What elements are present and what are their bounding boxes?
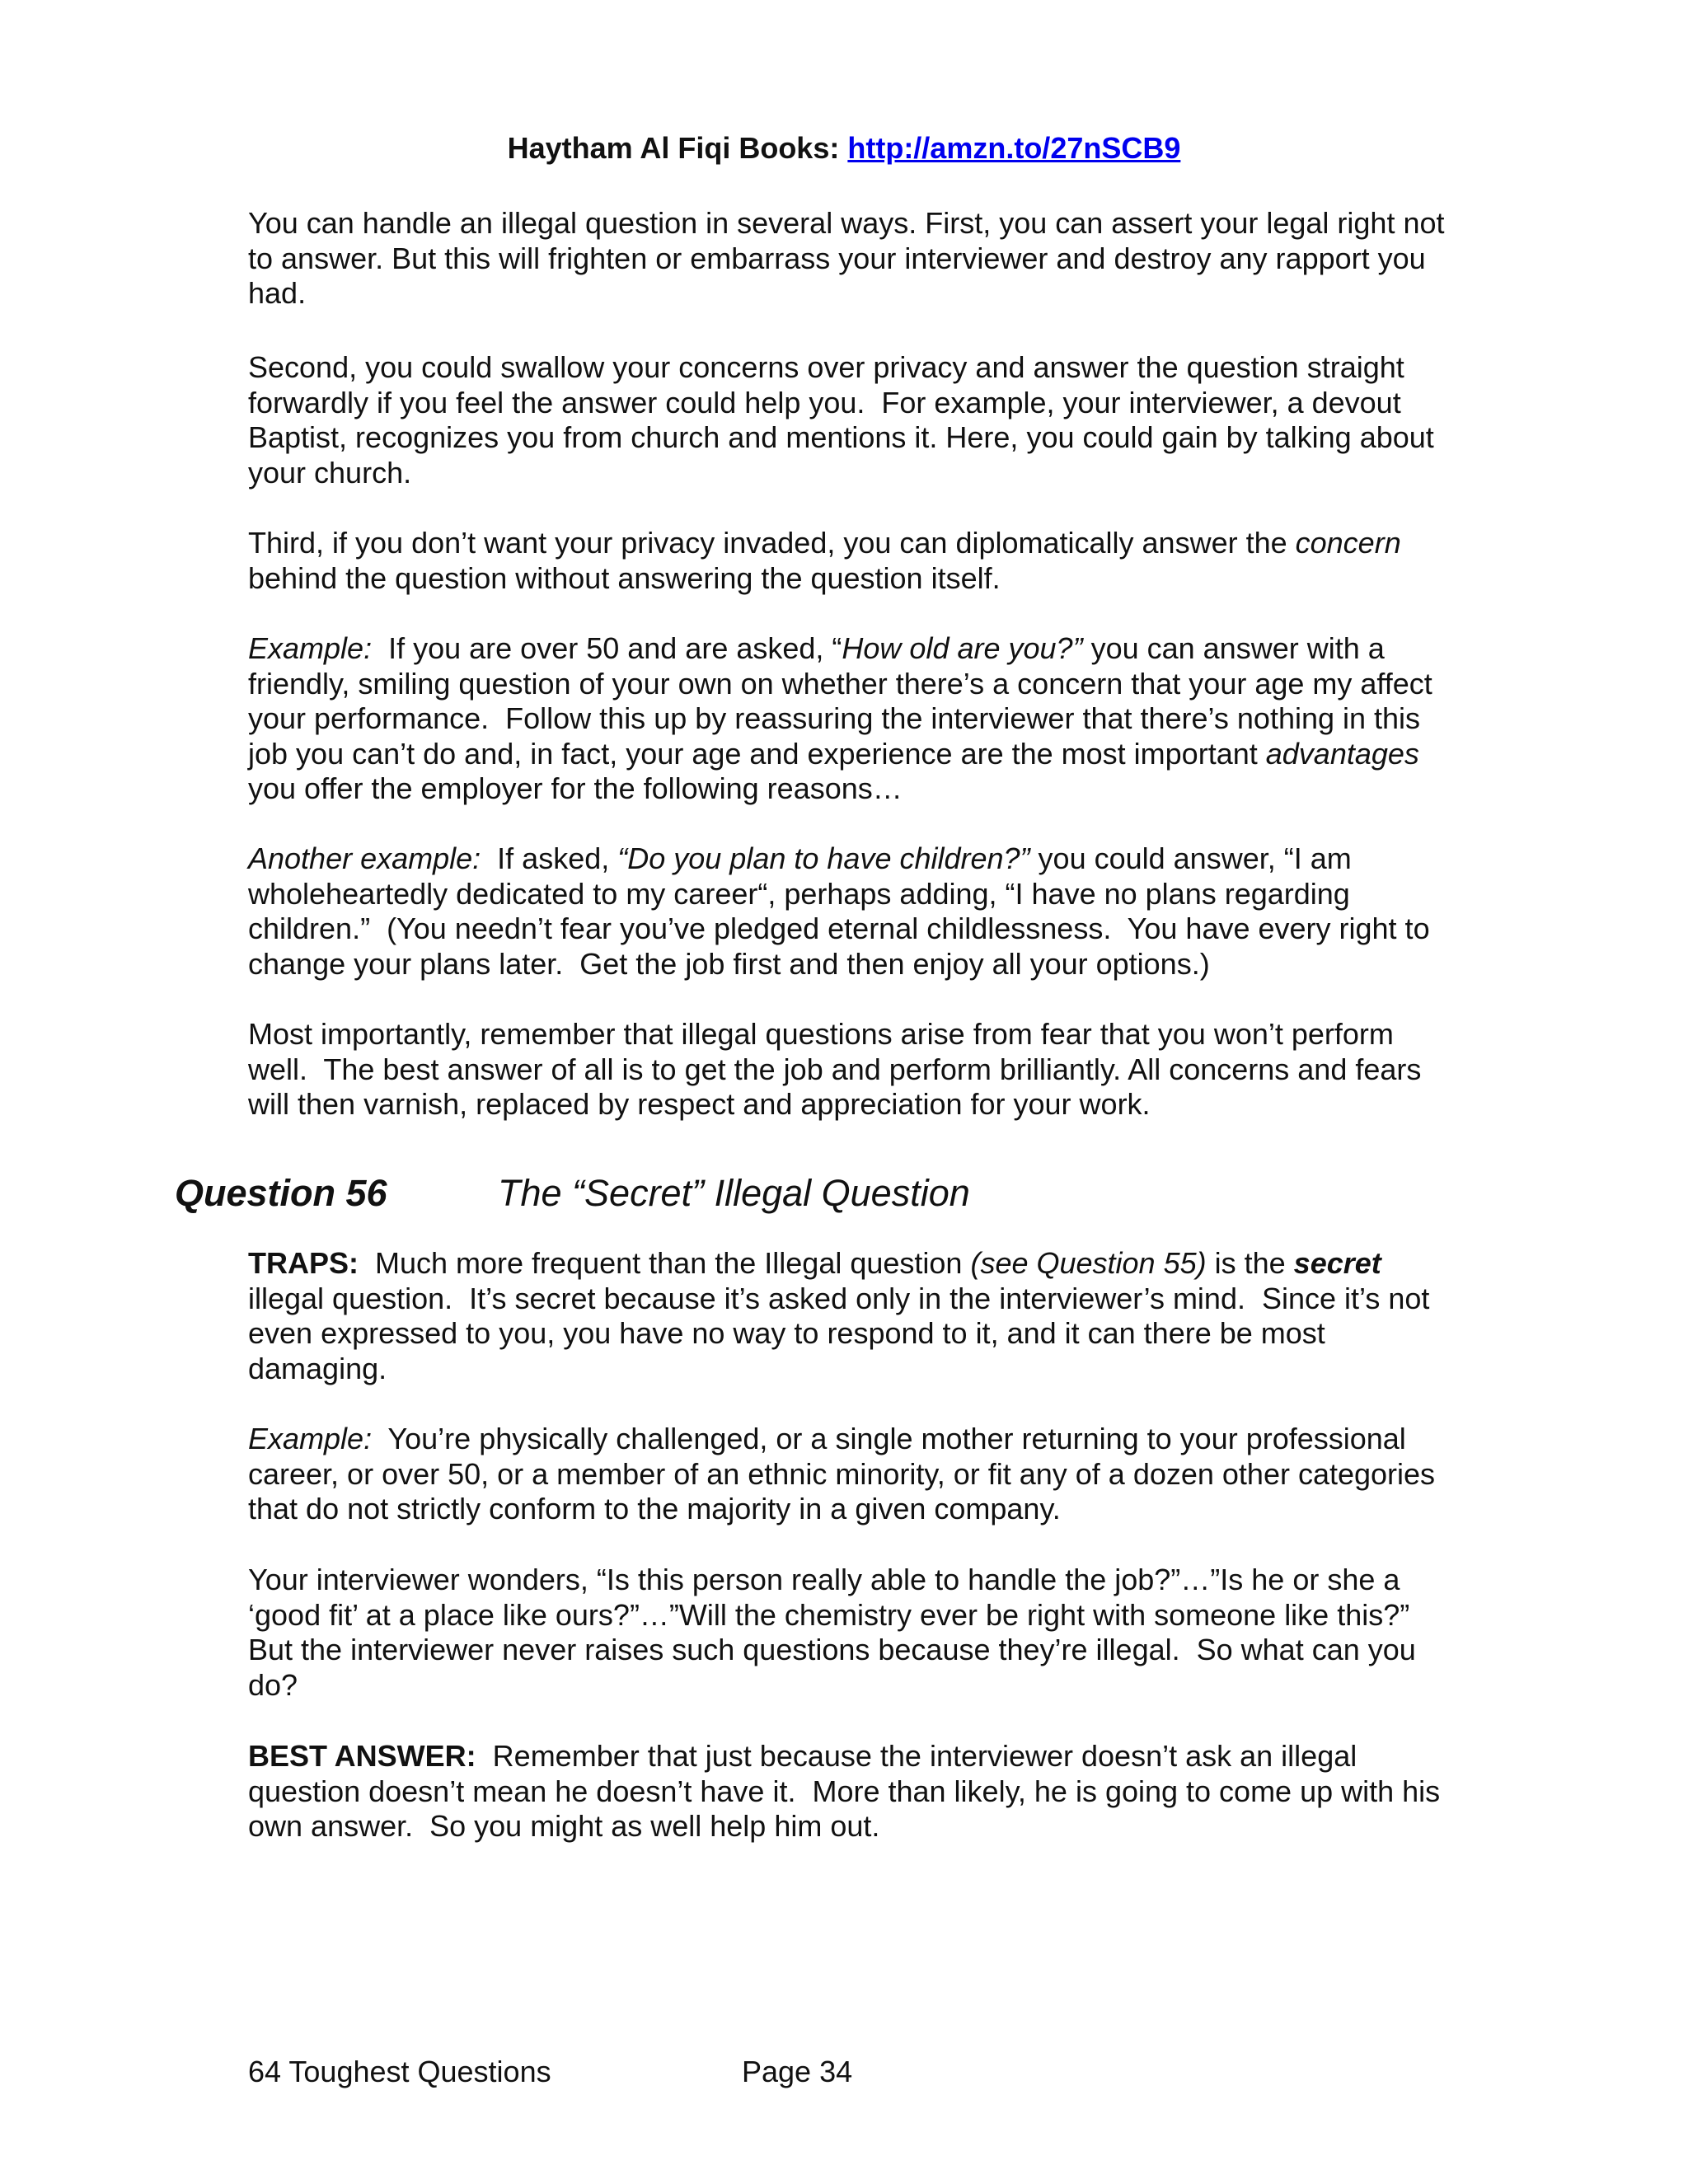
paragraph-9 — [248, 1563, 1451, 1703]
paragraph-2-text: Second, you could swallow your concerns over privacy and answer the question straight forwardly if you feel the answer could help you. For example, your interviewer, a devout Baptist, recognizes you from church and mentions it. Here, you could gain by talking about your church. — [248, 350, 1442, 490]
paragraph-1 — [248, 206, 1451, 312]
another-example-quote: “Do you plan to have children?” — [617, 841, 1030, 875]
question-number: Question 56 — [175, 1172, 387, 1214]
example-age-em: advantages — [1265, 736, 1419, 771]
traps-em: secret — [1293, 1246, 1381, 1280]
paragraph-9-text: Your interviewer wonders, “Is this person really able to handle the job?”…”Is he or she a ‘good fit’ at a place like ours?”…”Will the chemistry ever be right with someone like this?” But the interviewer never raises such questions because they’re illegal. So what can you do? — [248, 1563, 1424, 1702]
example-label: Example: — [248, 631, 373, 665]
another-example-a: If asked, — [481, 841, 618, 875]
question-title: The “Secret” Illegal Question — [498, 1172, 970, 1214]
paragraph-best-answer — [248, 1739, 1451, 1844]
another-example-label: Another example: — [248, 841, 481, 875]
header-label: Haytham Al Fiqi Books: — [507, 131, 840, 165]
paragraph-example-2 — [248, 1422, 1451, 1527]
paragraph-another-example — [248, 841, 1451, 982]
paragraph-3-a: Third, if you don’t want your privacy invaded, you can diplomatically answer the — [248, 526, 1296, 560]
traps-a: Much more frequent than the Illegal question — [359, 1246, 971, 1280]
paragraph-example-age — [248, 631, 1451, 807]
traps-ref: (see Question 55) — [970, 1246, 1207, 1280]
paragraph-1-text: You can handle an illegal question in several ways. First, you can assert your legal right not to answer. But this will frighten or embarrass your interviewer and destroy any rapport you had. — [248, 206, 1453, 310]
paragraph-3-b: behind the question without answering the question itself. — [248, 526, 1409, 595]
page-header — [0, 130, 1688, 166]
question-heading — [175, 1170, 970, 1216]
amazon-link[interactable]: http://amzn.to/27nSCB9 — [847, 131, 1181, 165]
example-2-a: You’re physically challenged, or a single mother returning to your professional career, or over 50, or a member of an ethnic minority, or fit any of a dozen other categories that do not strictly conform to the majority in a given company. — [248, 1422, 1444, 1526]
another-example-b: you could answer, “I am wholeheartedly dedicated to my career“, perhaps adding, “I have no plans regarding children.” (You needn’t fear you’ve pledged eternal childlessness. You have every right to change your plans later. Get the job first and then enjoy all your options.) — [248, 841, 1438, 981]
example-age-quote: How old are you?” — [842, 631, 1083, 665]
traps-label: TRAPS: — [248, 1246, 359, 1280]
paragraph-3 — [248, 526, 1451, 596]
example-2-label: Example: — [248, 1422, 373, 1455]
traps-c: illegal question. It’s secret because it’s asked only in the interviewer’s mind. Since it’s not even expressed to you, you have no way to respond to it, and it can there be most damaging. — [248, 1246, 1438, 1385]
traps-b: is the — [1206, 1246, 1294, 1280]
paragraph-2 — [248, 350, 1451, 490]
best-answer-a: Remember that just because the interviewer doesn’t ask an illegal question doesn’t mean he doesn’t have it. More than likely, he is going to come up with his own answer. So you might as well help him out. — [248, 1739, 1449, 1843]
paragraph-6-text: Most importantly, remember that illegal questions arise from fear that you won’t perform well. The best answer of all is to get the job and perform brilliantly. All concerns and fears will then varnish, replaced by respect and appreciation for your work. — [248, 1017, 1430, 1121]
paragraph-3-em: concern — [1295, 526, 1401, 560]
paragraph-6 — [248, 1017, 1451, 1122]
example-age-a: If you are over 50 and are asked, “ — [372, 631, 842, 665]
footer-title: 64 Toughest Questions — [248, 2055, 551, 2088]
page-number: Page 34 — [742, 2055, 853, 2088]
example-age-b: you can answer with a friendly, smiling question of your own on whether there’s a concern that your age my affect your performance. Follow this up by reassuring the interviewer that there’s nothing in this job you can’t do and, in fact, your age and experience are the most important — [248, 631, 1441, 771]
example-age-c: you offer the employer for the following reasons… — [248, 736, 1428, 805]
best-answer-label: BEST ANSWER: — [248, 1739, 476, 1773]
paragraph-traps — [248, 1246, 1451, 1386]
